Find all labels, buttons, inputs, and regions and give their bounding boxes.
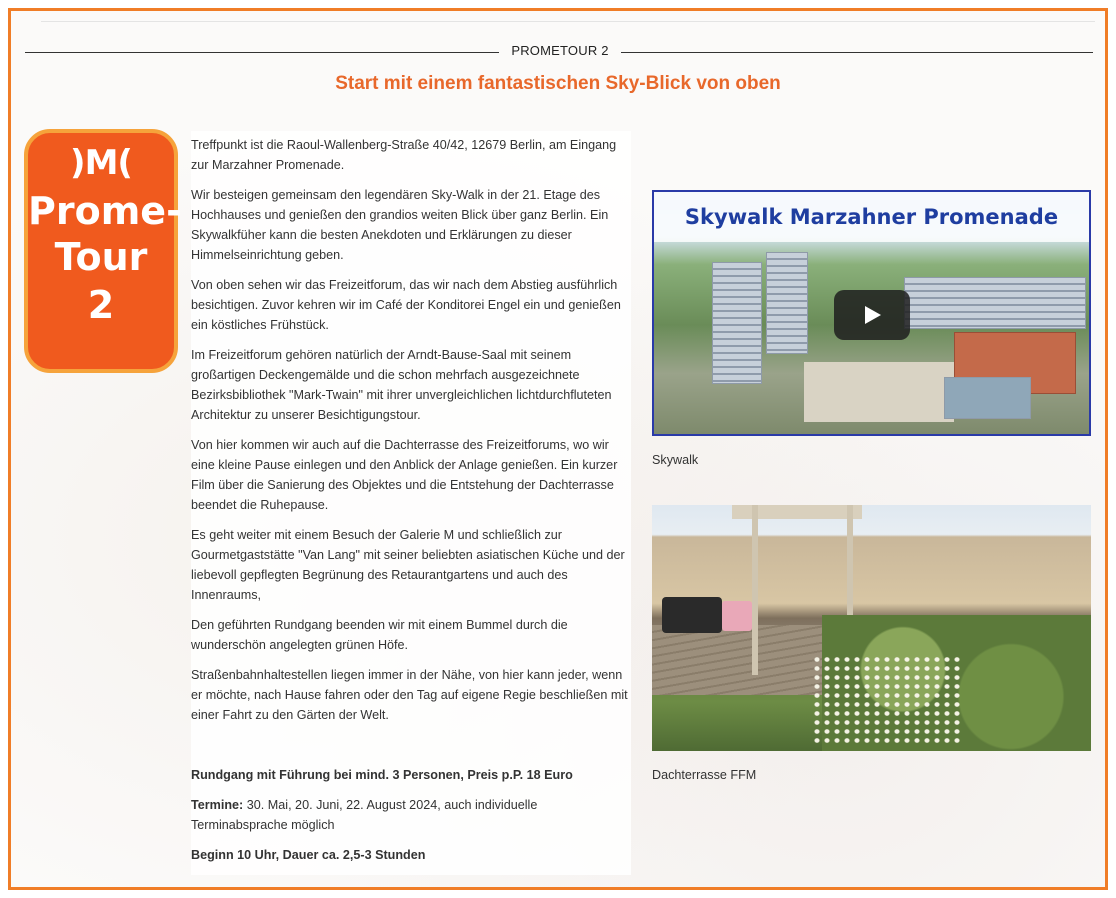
- video-building: [712, 262, 762, 384]
- photo-flowers: [812, 655, 962, 745]
- video-title: Skywalk Marzahner Promenade: [654, 192, 1089, 242]
- photo-post: [752, 505, 758, 675]
- paragraph-freizeitforum: Im Freizeitforum gehören natürlich der Arndt-Bause-Saal mit seinem großartigen Deckengemälde und die schon mehrfach ausgezeichnete Bezirksbibliothek "Mark-Twain" mit ihrer unvergleichlichen lichtdurchfluteten Architektur zu unserer Besichtigungstour.: [191, 348, 612, 422]
- price-info: Rundgang mit Führung bei mind. 3 Personen, Preis p.P. 18 Euro: [191, 768, 573, 782]
- paragraph-dachterrasse: Von hier kommen wir auch auf die Dachterrasse des Freizeitforums, wo wir eine kleine Pause einlegen und den Anblick der Anlage genießen. Ein kurzer Film über die Sanierung des Objektes und die Entstehung der Dachterrasse beendet die Ruhepause.: [191, 438, 618, 512]
- photo-caption: Dachterrasse FFM: [652, 768, 757, 782]
- section-label: PROMETOUR 2: [511, 43, 609, 58]
- paragraph-galerie: Es geht weiter mit einem Besuch der Galerie M und schließlich zur Gourmetgaststätte "Van Lang" mit seiner beliebten asiatischen Küche und der liebevoll gepflegten Begrünung des Retaurantgartens und auch des Innenraums,: [191, 528, 625, 602]
- dates-value: 30. Mai, 20. Juni, 22. August 2024, auch individuelle Terminabsprache möglich: [191, 798, 538, 832]
- dates-label: Termine:: [191, 798, 244, 812]
- badge-line-2: Tour: [54, 235, 148, 279]
- badge-line-1: Prome-: [28, 189, 182, 233]
- brand-logo-icon: )M(: [70, 143, 132, 183]
- video-building: [766, 252, 808, 354]
- spacer: [191, 735, 631, 765]
- paragraph-cafe: Von oben sehen wir das Freizeitforum, das wir nach dem Abstieg ausführlich besichtigen. Zuvor kehren wir im Café der Konditorei Engel ein und genießen ein köstliches Frühstück.: [191, 278, 621, 332]
- top-divider: [41, 21, 1095, 22]
- skywalk-video[interactable]: [652, 190, 1091, 436]
- play-icon[interactable]: [834, 290, 910, 340]
- paragraph-meeting-point: Treffpunkt ist die Raoul-Wallenberg-Straße 40/42, 12679 Berlin, am Eingang zur Marzahner Promenade.: [191, 138, 617, 172]
- heading-rule-left: [25, 52, 499, 53]
- dachterrasse-photo: [652, 505, 1091, 751]
- paragraph-skywalk: Wir besteigen gemeinsam den legendären Sky-Walk in der 21. Etage des Hochhauses und genießen den grandios weiten Blick über ganz Berlin. Ein Skywalkfüher kann die besten Anekdoten und Erklärungen zu dieser Himmelseinrichtung geben.: [191, 188, 609, 262]
- video-building: [904, 277, 1086, 329]
- section-heading: [25, 43, 1093, 61]
- video-caption: Skywalk: [652, 453, 699, 467]
- heading-rule-right: [621, 52, 1093, 53]
- dates-info: [191, 795, 631, 835]
- paragraph-tram: Straßenbahnhaltestellen liegen immer in der Nähe, von hier kann jeder, wenn er möchte, nach Hause fahren oder den Tag auf eigene Regie beschließen mit einer Fahrt zu den Gärten der Welt.: [191, 668, 628, 722]
- content-frame: [8, 8, 1108, 890]
- photo-chair: [722, 601, 752, 631]
- prometour-badge: [24, 129, 182, 373]
- badge-line-3: 2: [87, 283, 115, 327]
- start-info: Beginn 10 Uhr, Dauer ca. 2,5-3 Stunden: [191, 848, 426, 862]
- page-subtitle: Start mit einem fantastischen Sky-Blick von oben: [335, 73, 781, 94]
- paragraph-hoefe: Den geführten Rundgang beenden wir mit einem Bummel durch die wunderschön angelegten grünen Höfe.: [191, 618, 568, 652]
- video-plaza: [804, 362, 954, 422]
- photo-chair: [662, 597, 722, 633]
- tour-description: [191, 131, 631, 875]
- video-building: [944, 377, 1031, 419]
